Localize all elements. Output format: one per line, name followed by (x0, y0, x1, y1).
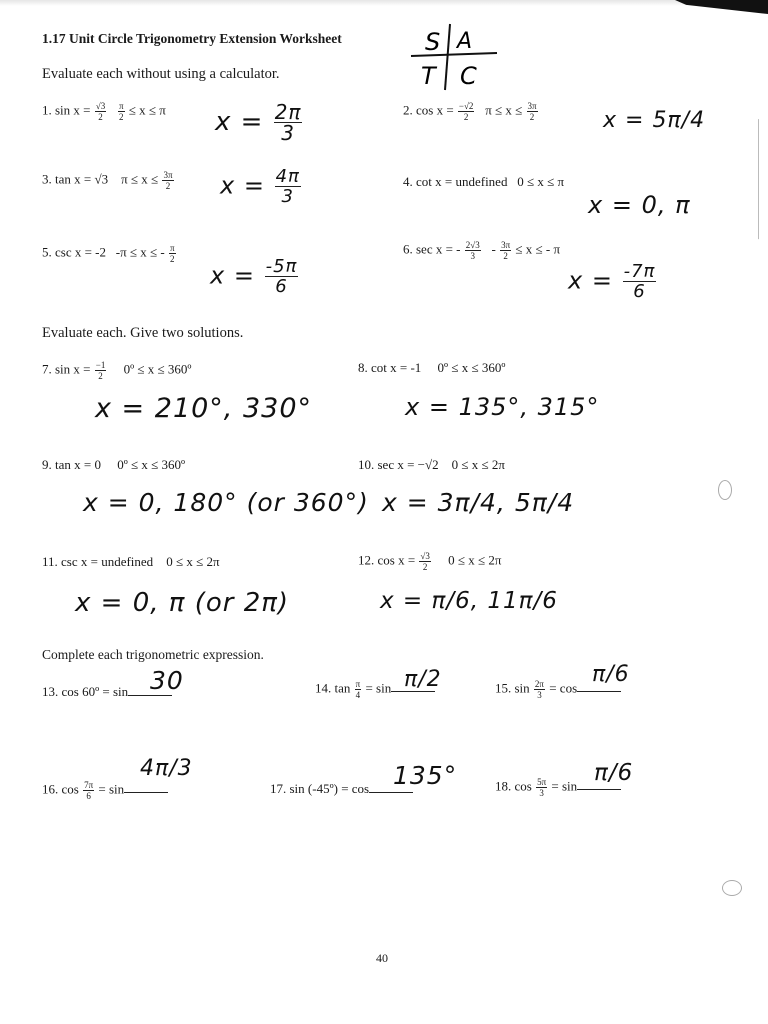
problem-10: 10. sec x = −√2 0 ≤ x ≤ 2π (358, 457, 505, 472)
scan-speck (718, 480, 732, 500)
problem-11: 11. csc x = undefined 0 ≤ x ≤ 2π (42, 554, 220, 569)
answer-2: x = 5π/4 (603, 108, 706, 133)
answer-10: x = 3π/4, 5π/4 (382, 488, 575, 517)
answer-13: 30 (150, 666, 184, 695)
answer-5: x = $\frac{-5\pi}{6}$ (210, 256, 298, 297)
problem-15: 15. sin $\frac{2\pi}{3}$ = cos (495, 679, 621, 700)
answer-9: x = 0, 180° (or 360°) (83, 488, 369, 517)
problem-12: 12. cos x = $\frac{√3}{2}$ 0 ≤ x ≤ 2π (358, 551, 502, 572)
answer-18: π/6 (594, 760, 634, 786)
problem-14: 14. tan $\frac{\pi}{4}$ = sin (315, 679, 435, 700)
answer-6: x = $\frac{-7\pi}{6}$ (568, 261, 656, 302)
quadrant-a: A (457, 29, 473, 54)
answer-1: x = $\frac{2\pi}{3}$ (215, 100, 302, 145)
quadrant-t: T (421, 62, 436, 90)
worksheet-title: 1.17 Unit Circle Trigonometry Extension Worksheet (42, 31, 342, 46)
answer-4: x = 0, π (588, 191, 691, 219)
problem-13: 13. cos 60º = sin (42, 683, 172, 700)
problem-4: 4. cot x = undefined 0 ≤ x ≤ π (403, 174, 565, 189)
astc-diagram (405, 20, 500, 92)
answer-17: 135° (393, 761, 458, 790)
problem-1: 1. sin x = $\frac{√3}{2}$ $\frac{\pi}{2}$ ≤ x ≤ π (42, 101, 166, 122)
answer-7: x = 210°, 330° (95, 393, 313, 424)
quadrant-c: C (460, 62, 477, 90)
problem-8: 8. cot x = -1 0º ≤ x ≤ 360º (358, 360, 506, 375)
answer-16: 4π/3 (140, 756, 193, 781)
page-number: 40 (376, 951, 388, 965)
section-heading-evaluate: Evaluate each without using a calculator. (42, 66, 280, 82)
problem-6: 6. sec x = - $\frac{2√3}{3}$ - $\frac{3\pi}{2}$ ≤ x ≤ - π (403, 240, 561, 261)
problem-9: 9. tan x = 0 0º ≤ x ≤ 360º (42, 457, 186, 472)
scan-shadow-top (0, 0, 768, 6)
section-heading-two-solutions: Evaluate each. Give two solutions. (42, 325, 244, 341)
problem-2: 2. cos x = $\frac{-√2}{2}$ π ≤ x ≤ $\frac{3\pi}{2}$ (403, 101, 537, 122)
answer-8: x = 135°, 315° (405, 393, 600, 421)
answer-3: x = $\frac{4\pi}{3}$ (220, 166, 300, 207)
scan-speck (722, 880, 742, 896)
problem-3: 3. tan x = √3 π ≤ x ≤ $\frac{3\pi}{2}$ (42, 170, 173, 191)
answer-15: π/6 (592, 662, 630, 687)
section-heading-complete: Complete each trigonometric expression. (42, 647, 264, 662)
answer-11: x = 0, π (or 2π) (75, 588, 290, 618)
problem-7: 7. sin x = $\frac{-1}{2}$ 0º ≤ x ≤ 360º (42, 360, 192, 381)
answer-14: π/2 (404, 667, 442, 692)
problem-18: 18. cos $\frac{5\pi}{3}$ = sin (495, 777, 621, 798)
scan-edge-right (758, 119, 768, 241)
problem-16: 16. cos $\frac{7\pi}{6}$ = sin (42, 780, 168, 801)
quadrant-s: S (425, 28, 441, 56)
scan-corner (675, 0, 768, 14)
problem-5: 5. csc x = -2 -π ≤ x ≤ - $\frac{\pi}{2}$ (42, 243, 175, 264)
answer-12: x = π/6, 11π/6 (380, 588, 558, 614)
problem-17: 17. sin (-45º) = cos (270, 780, 413, 797)
